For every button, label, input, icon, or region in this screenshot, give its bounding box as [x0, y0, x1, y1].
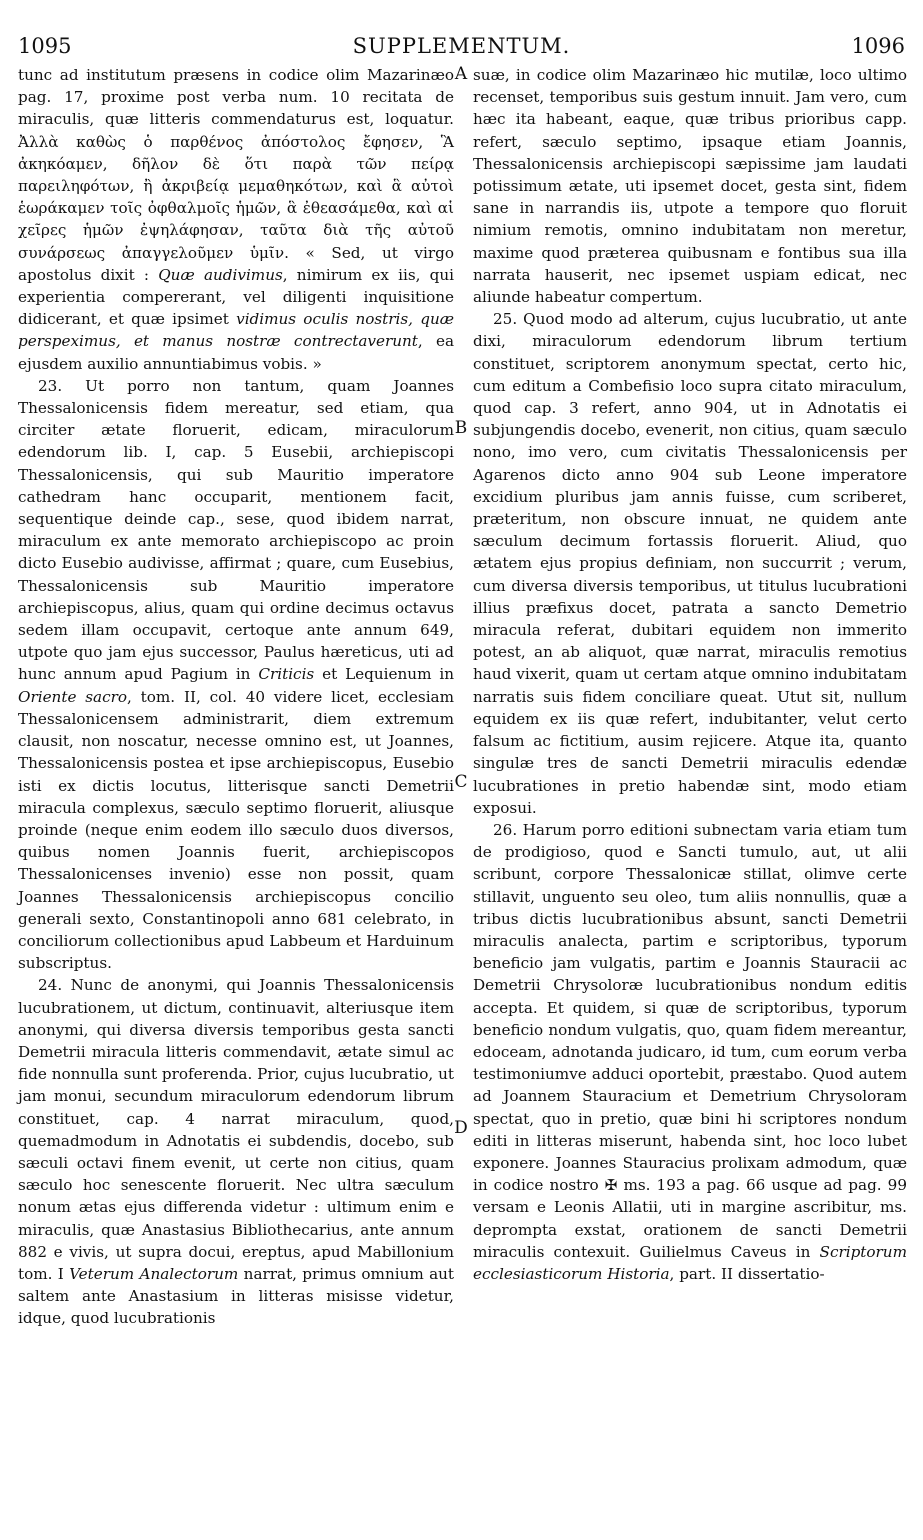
left-column: [18, 64, 454, 1330]
paragraph-24: 24. Nunc de anonymi, qui Joannis Thessalonicensis lucubrationem, ut dictum, continuavit, alteriusque item anonymi, qui diversa diversis temporibus gesta sancti Demetrii miracula litteris commendavit, ætate simul ac fide nonnulla sunt proferenda. Prior, cujus lucubratio, ut jam monui, secundum miraculorum edendorum librum constituet, cap. 4 narrat miraculum, quod, quemadmodum in Adnotatis ei subdendis, docebo, sub sæculi octavi finem evenit, ut certe non citius, quam sæculo hoc senescente floruerit. Nec ultra sæculum nonum ætas ejus differenda videtur : ultimum enim e miraculis, quæ Anastasius Bibliothecarius, ante annum 882 e vivis, ut supra docui, ereptus, apud Mabillonium tom. I Veterum Analectorum narrat, primus omnium aut saltem ante Anastasium in litteras misisse videtur, idque, quod lucubrationis: [18, 976, 455, 1328]
paragraph-25: 25. Quod modo ad alterum, cujus lucubratio, ut ante dixi, miraculorum edendorum librum tertium constituet, scriptorem anonymum spectat, certo hic, cum editum a Combefisio loco supra citato miraculum, quod cap. 3 refert, anno 904, ut in Adnotatis ei subjungendis docebo, evenerit, non citius, quam sæculo nono, imo vero, cum civitatis Thessalonicensis per Agarenos dicto anno 904 sub Leone imperatore excidium pluribus jam annis fuisse, cum scriberet, præteritum, non obscure innuat, ne quidem ante sæculum decimum fortassis floruerit. Aliud, quo ætatem ejus propius definiam, non succurrit ; verum, cum diversa diversis temporibus, ut titulus lucubrationi illius præfixus docet, patrata a sancto Demetrio miracula referat, dubitari equidem non immerito potest, an ab aliquot, quæ narrat, miraculis remotius haud vixerit, quam ut certam atque omnino indubitatam narratis suis fidem conciliare queat. Utut sit, nullum equidem ex iis quæ refert, indubitanter, velut certo falsum ac fictitium, ausim rejicere. Atque ita, quanto singulæ tres de sancti Demetrii miraculis edendæ lucubrationes in pretio habendæ sint, modo etiam exposui.: [473, 310, 907, 817]
page-header: [18, 34, 905, 64]
paragraph-continuation: tunc ad institutum præsens in codice olim Mazarinæo pag. 17, proxime post verba num. 10 recitata de miraculis, quæ litteris commendaturus est, loquatur. Ἀλλὰ καθὼς ὁ παρθένος ἀπόστολος ἔφησεν, Ἃ ἀκηκόαμεν, δῆλον δὲ ὅτι παρὰ τῶν πείρᾳ παρειληφότων, ἢ ἀκριβείᾳ μεμαθηκότων, καὶ ἃ αὐτοὶ ἑωράκαμεν τοῖς ὀφθαλμοῖς ἡμῶν, ἃ ἐθεασάμεθα, καὶ αἱ χεῖρες ἡμῶν ἐψηλάφησαν, ταῦτα διὰ τῆς αὐτοῦ συνάρσεως ἀπαγγελοῦμεν ὑμῖν. « Sed, ut virgo apostolus dixit : Quæ audivimus, nimirum ex iis, qui experientia compererant, vel diligenti inquisitione didicerant, et quæ ipsimet vidimus oculis nostris, quæ perspeximus, et manus nostræ contrectaverunt, ea ejusdem auxilio annuntiabimus vobis. »: [18, 66, 455, 373]
running-title: SUPPLEMENTUM.: [352, 34, 571, 58]
margin-letter-b: B: [454, 418, 468, 438]
paragraph-continuation-right: suæ, in codice olim Mazarinæo hic mutilæ, loco ultimo recenset, temporibus suis gestum innuit. Jam vero, cum hæc ita habeant, eaque, quæ tribus prioribus capp. refert, sæculo septimo, ipsaque etiam Joannis, Thessalonicensis archiepiscopi sæpissime jam laudati potissimum ætate, uti ipsemet docet, gesta sint, fidem sane in narrandis iis, utpote a tempore quo floruit nimium remotis, omnino indubitatam non meretur, maxime quod præterea quibusnam e fontibus sua illa narrata hauserit, nec ipsemet uspiam edicat, nec aliunde habeatur compertum.: [473, 66, 907, 307]
paragraph-23: 23. Ut porro non tantum, quam Joannes Thessalonicensis fidem mereatur, sed etiam, qua circiter ætate floruerit, edicam, miraculorum edendorum lib. I, cap. 5 Eusebii, archiepiscopi Thessalonicensis, qui sub Mauritio imperatore cathedram hanc occuparit, mentionem facit, sequentique deinde cap., sese, quod ibidem narrat, miraculum ex ante memorato archiepiscopo ac proin dicto Eusebio audivisse, affirmat ; quare, cum Eusebius, Thessalonicensis sub Mauritio imperatore archiepiscopus, alius, quam qui ordine decimus octavus sedem illam occupavit, certoque ante annum 649, utpote quo jam ejus successor, Paulus hæreticus, uti ad hunc annum apud Pagium in Criticis et Lequienum in Oriente sacro, tom. II, col. 40 videre licet, ecclesiam Thessalonicensem administrarit, diem extremum clausit, non noscatur, necesse omnino est, ut Joannes, Thessalonicensis postea et ipse archiepiscopus, Eusebio isti ex dictis locutus, litterisque sancti Demetrii miracula complexus, sæculo septimo floruerit, aliusque proinde (neque enim eodem illo sæculo duos diversos, quibus nomen Joannis fuerit, archiepiscopos Thessalonicenses invenio) esse non possit, quam Joannes Thessalonicensis archiepiscopus concilio generali sexto, Constantinopoli anno 681 celebrato, in conciliorum collectionibus apud Labbeum et Harduinum subscriptus.: [18, 376, 455, 973]
right-column: [473, 64, 907, 1285]
margin-letter-c: C: [454, 772, 468, 792]
page-number-left: 1095: [18, 34, 72, 58]
page-number-right: 1096: [851, 34, 905, 58]
paragraph-26: 26. Harum porro editioni subnectam varia etiam tum de prodigioso, quod e Sancti tumulo, aut, ut alii scribunt, corpore Thessalonicæ stillat, olimve certe stillavit, unguento seu oleo, tum aliis nonnullis, quæ a tribus dictis lucubrationibus absunt, sancti Demetrii miraculis analecta, partim e scriptoribus, typorum beneficio jam vulgatis, partim e Joannis Stauracii ac Demetrii Chrysoloræ lucubrationibus nondum editis accepta. Et quidem, si quæ de scriptoribus, typorum beneficio nondum vulgatis, quo, quam fidem mereantur, edoceam, adnotanda judicaro, id tum, cum eorum verba testimoniumve adduci oportebit, præstabo. Quod autem ad Joannem Stauracium et Demetrium Chrysoloram spectat, quo in pretio, quæ bini hi scriptores nondum editi in litteras miserunt, habenda sint, hoc loco lubet exponere. Joannes Stauracius prolixam admodum, quæ in codice nostro ✠ ms. 193 a pag. 66 usque ad pag. 99 versam e Leonis Allatii, uti in margine ascribitur, ms. deprompta exstat, orationem de sancti Demetrii miraculis contexuit. Guilielmus Caveus in Scriptorum ecclesiasticorum Historia, part. II dissertatio-: [473, 820, 907, 1283]
margin-letter-d: D: [454, 1118, 468, 1138]
margin-letter-a: A: [454, 64, 468, 84]
